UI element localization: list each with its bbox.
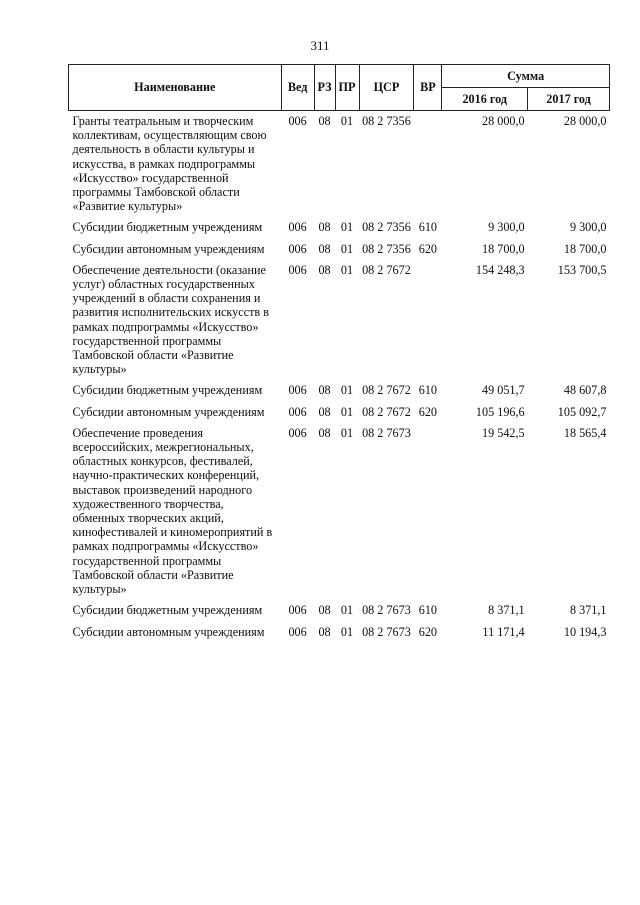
row-ved: 006 [288,404,307,419]
row-name: Субсидии автономным учреждениям [72,241,265,256]
row-2016: 9 300,0 [488,220,525,235]
row-csr: 08 2 7673 [362,624,411,639]
row-2016: 154 248,3 [475,262,525,277]
row-vr: 620 [418,404,437,419]
row-rz: 08 [318,262,331,277]
row-rz: 08 [318,383,331,398]
row-pr: 01 [340,425,354,440]
header-pr: ПР [335,65,359,111]
row-ved: 006 [288,114,307,128]
table-row [69,239,610,260]
row-2017: 8 371,1 [569,603,607,618]
row-name: Субсидии автономным учреждениям [72,404,265,419]
row-2017: 18 700,0 [563,241,607,256]
header-2017: 2017 год [528,88,610,111]
table-row [69,402,610,423]
row-vr: 610 [418,383,437,398]
row-2016: 11 171,4 [482,624,525,639]
row-vr: 610 [418,603,437,618]
row-2017: 105 092,7 [557,404,607,419]
row-rz: 08 [318,603,331,618]
row-2017: 153 700,5 [557,262,607,277]
row-2016: 19 542,5 [481,425,525,440]
row-pr: 01 [340,603,354,618]
header-vr: ВР [414,65,442,111]
row-rz: 08 [318,404,331,419]
row-ved: 006 [288,603,307,618]
row-csr: 08 2 7356 [362,241,411,256]
table-row [69,600,610,621]
header-csr: ЦСР [359,65,414,111]
budget-table [68,64,610,643]
row-vr [414,111,442,218]
row-name: Субсидии бюджетным учреждениям [72,220,263,235]
table-row [69,423,610,600]
table-row [69,260,610,381]
row-ved: 006 [288,262,307,277]
row-pr: 01 [340,114,354,128]
row-name: Обеспечение деятельности (оказание услуг) областных государственных учреждений в области сохранения и развития исполнительских искусств в рамках подпрограммы «Искусство» государственной программы Тамбовской области «Развитие культуры» [72,262,269,377]
row-name: Гранты театральным и творческим коллективам, осуществляющим свою деятельность в области культуры и искусства, в рамках подпрограммы «Искусство» государственной программы Тамбовской области «Развитие культуры» [72,114,267,214]
row-name: Субсидии автономным учреждениям [72,624,265,639]
table-body [69,111,610,643]
row-ved: 006 [288,241,307,256]
row-vr: 620 [418,241,437,256]
row-vr [414,260,442,381]
row-csr: 08 2 7672 [362,262,411,277]
row-2017: 28 000,0 [563,114,607,128]
row-vr: 620 [418,624,437,639]
row-2016: 18 700,0 [481,241,525,256]
header-sum: Сумма [442,65,610,88]
row-pr: 01 [340,383,354,398]
header-ved: Вед [281,65,314,111]
row-csr: 08 2 7672 [362,383,411,398]
row-csr: 08 2 7356 [362,220,411,235]
row-ved: 006 [288,425,307,440]
row-csr: 08 2 7673 [362,425,411,440]
row-2016: 8 371,1 [488,603,525,618]
header-2016: 2016 год [442,88,528,111]
row-ved: 006 [288,624,307,639]
header-rz: РЗ [314,65,335,111]
row-rz: 08 [318,114,331,128]
row-rz: 08 [318,425,331,440]
row-2017: 10 194,3 [563,624,607,639]
row-rz: 08 [318,220,331,235]
row-csr: 08 2 7672 [362,404,411,419]
page-number: 311 [310,38,330,53]
table-header [69,65,610,111]
row-csr: 08 2 7673 [362,603,411,618]
row-rz: 08 [318,241,331,256]
row-2016: 28 000,0 [481,114,525,128]
row-ved: 006 [288,220,307,235]
row-ved: 006 [288,383,307,398]
row-name: Субсидии бюджетным учреждениям [72,603,263,618]
row-2016: 49 051,7 [481,383,525,398]
row-vr [414,423,442,600]
row-rz: 08 [318,624,331,639]
row-pr: 01 [340,241,354,256]
row-pr: 01 [340,262,354,277]
row-2017: 9 300,0 [569,220,607,235]
row-2017: 48 607,8 [563,383,607,398]
row-pr: 01 [340,220,354,235]
row-name: Обеспечение проведения всероссийских, межрегиональных, областных конкурсов, фестивалей, научно-практических конференций, выставок произведений народного художественного творчества, обменных творческих акций, кинофестивалей и киномероприятий в рамках подпрограммы «Искусство» государственной программы Тамбовской области «Развитие культуры» [72,425,273,597]
table-row [69,380,610,401]
table-row [69,622,610,643]
row-2016: 105 196,6 [475,404,525,419]
row-2017: 18 565,4 [563,425,607,440]
row-pr: 01 [340,404,354,419]
table-row [69,217,610,238]
row-name: Субсидии бюджетным учреждениям [72,383,263,398]
row-pr: 01 [340,624,354,639]
row-vr: 610 [418,220,437,235]
row-csr: 08 2 7356 [362,114,411,128]
table-row [69,111,610,218]
header-name: Наименование [69,65,282,111]
